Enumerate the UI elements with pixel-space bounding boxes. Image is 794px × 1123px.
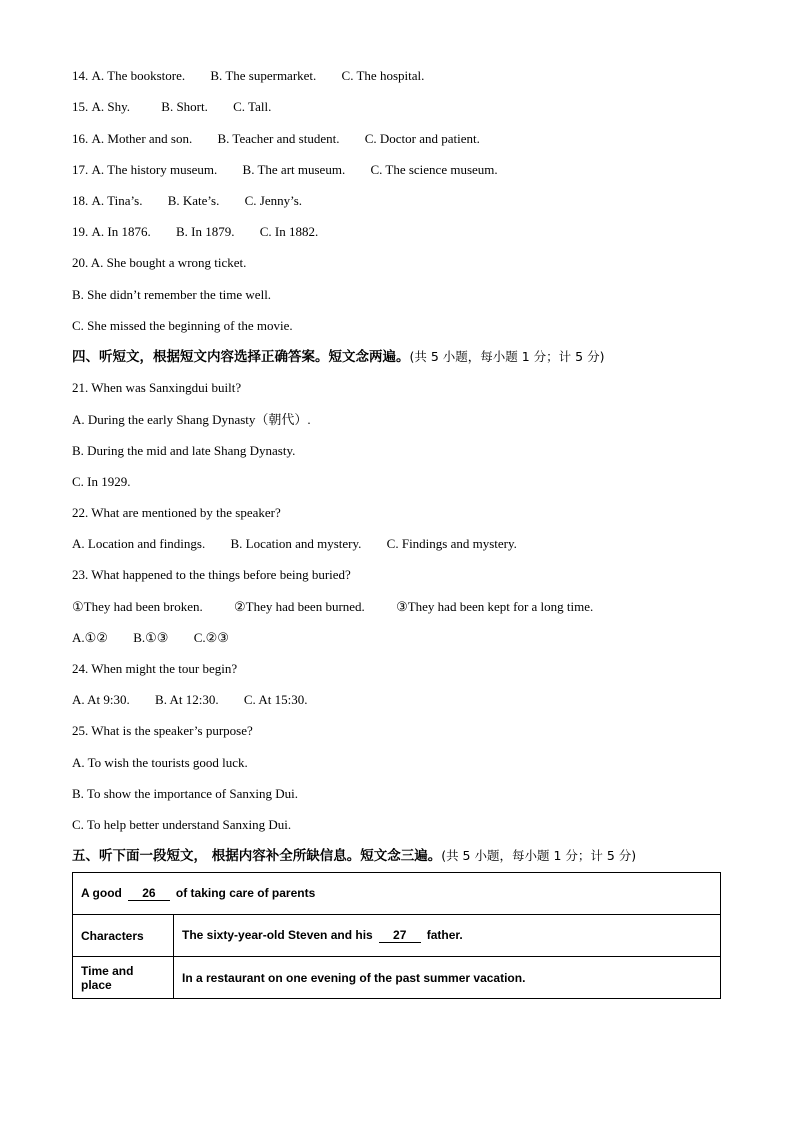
question-18	[72, 193, 302, 209]
answer-blank-26[interactable]: 26	[128, 887, 170, 901]
question-23-statements	[72, 599, 593, 615]
option-b: B. The supermarket.	[210, 68, 317, 83]
statement-1: ①They had been broken.	[72, 599, 203, 614]
option-c: C. Doctor and patient.	[364, 131, 480, 146]
option-c: C. The hospital.	[341, 68, 425, 83]
table-row	[73, 873, 721, 915]
question-25-option-b: B. To show the importance of Sanxing Dui.	[72, 786, 298, 801]
option-a: A. In 1876.	[91, 224, 151, 239]
section-score-note: (共 5 小题，每小题 1 分；计 5 分)	[409, 349, 605, 364]
option-c: C. The science museum.	[370, 162, 498, 177]
table-cell-value	[174, 915, 721, 957]
table-cell-label: Time and place	[73, 957, 174, 999]
option-a: A. The history museum.	[91, 162, 218, 177]
option-a: A. Mother and son.	[91, 131, 193, 146]
question-23-options	[72, 630, 229, 646]
question-20-option-b: B. She didn’t remember the time well.	[72, 287, 272, 302]
question-25-option-c: C. To help better understand Sanxing Dui.	[72, 817, 292, 832]
option-b: B. Location and mystery.	[230, 536, 362, 551]
section-score-note: (共 5 小题，每小题 1 分；计 5 分)	[441, 848, 637, 863]
option-a: A. The bookstore.	[91, 68, 186, 83]
question-number: 18.	[72, 193, 89, 208]
statement-3: ③They had been kept for a long time.	[396, 599, 594, 614]
fill-in-table	[72, 872, 721, 999]
option-b: B. Short.	[161, 99, 208, 114]
option-b: B. The art museum.	[242, 162, 346, 177]
question-19	[72, 224, 318, 240]
question-21-option-c: C. In 1929.	[72, 474, 131, 489]
statement-2: ②They had been burned.	[234, 599, 365, 614]
option-c: C. Tall.	[233, 99, 272, 114]
question-16	[72, 131, 480, 147]
question-22-options	[72, 536, 517, 552]
option-c: C. Jenny’s.	[244, 193, 303, 208]
table-cell-value: In a restaurant on one evening of the past summer vacation.	[174, 957, 721, 999]
option-c: C. At 15:30.	[243, 692, 308, 707]
characters-suffix: father.	[426, 928, 463, 942]
option-b: B. At 12:30.	[155, 692, 219, 707]
section-title: 四、听短文，根据短文内容选择正确答案。短文念两遍。	[72, 349, 410, 365]
answer-blank-27[interactable]: 27	[379, 929, 421, 943]
option-b: B. In 1879.	[175, 224, 235, 239]
section-title: 五、听下面一段短文， 根据内容补全所缺信息。短文念三遍。	[72, 848, 442, 864]
question-17	[72, 162, 498, 178]
question-25-option-a: A. To wish the tourists good luck.	[72, 755, 248, 770]
table-cell-label: Characters	[73, 915, 174, 957]
option-a: A. Tina’s.	[91, 193, 143, 208]
option-a: A. Shy.	[91, 99, 131, 114]
option-b: B. Teacher and student.	[217, 131, 340, 146]
option-c: C. Findings and mystery.	[386, 536, 517, 551]
question-15	[72, 99, 271, 115]
question-number: 14.	[72, 68, 89, 83]
option-a: A. At 9:30.	[72, 692, 130, 707]
question-number: 16.	[72, 131, 89, 146]
option-c: C.②③	[193, 630, 229, 645]
question-number: 17.	[72, 162, 89, 177]
option-a: A.①②	[72, 630, 108, 645]
option-b: B.①③	[133, 630, 169, 645]
question-25-stem: 25. What is the speaker’s purpose?	[72, 723, 253, 738]
section-4-heading	[72, 349, 604, 365]
question-20-option-c: C. She missed the beginning of the movie.	[72, 318, 293, 333]
question-24-stem: 24. When might the tour begin?	[72, 661, 238, 676]
question-number: 15.	[72, 99, 89, 114]
title-suffix: of taking care of parents	[175, 886, 316, 900]
question-22-stem: 22. What are mentioned by the speaker?	[72, 505, 281, 520]
question-number: 19.	[72, 224, 89, 239]
section-5-heading	[72, 848, 636, 864]
option-b: B. Kate’s.	[167, 193, 220, 208]
question-24-options	[72, 692, 307, 708]
question-21-option-a: A. During the early Shang Dynasty（朝代）.	[72, 412, 311, 427]
question-14	[72, 68, 424, 84]
question-21-option-b: B. During the mid and late Shang Dynasty.	[72, 443, 296, 458]
title-prefix: A good	[81, 886, 122, 900]
table-row	[73, 915, 721, 957]
option-c: C. In 1882.	[259, 224, 319, 239]
question-20-option-a: 20. A. She bought a wrong ticket.	[72, 255, 247, 270]
table-cell-title	[73, 873, 721, 915]
question-23-stem: 23. What happened to the things before being buried?	[72, 567, 351, 582]
characters-prefix: The sixty-year-old Steven and his	[182, 928, 373, 942]
table-row	[73, 957, 721, 999]
question-21-stem: 21. When was Sanxingdui built?	[72, 380, 242, 395]
option-a: A. Location and findings.	[72, 536, 206, 551]
